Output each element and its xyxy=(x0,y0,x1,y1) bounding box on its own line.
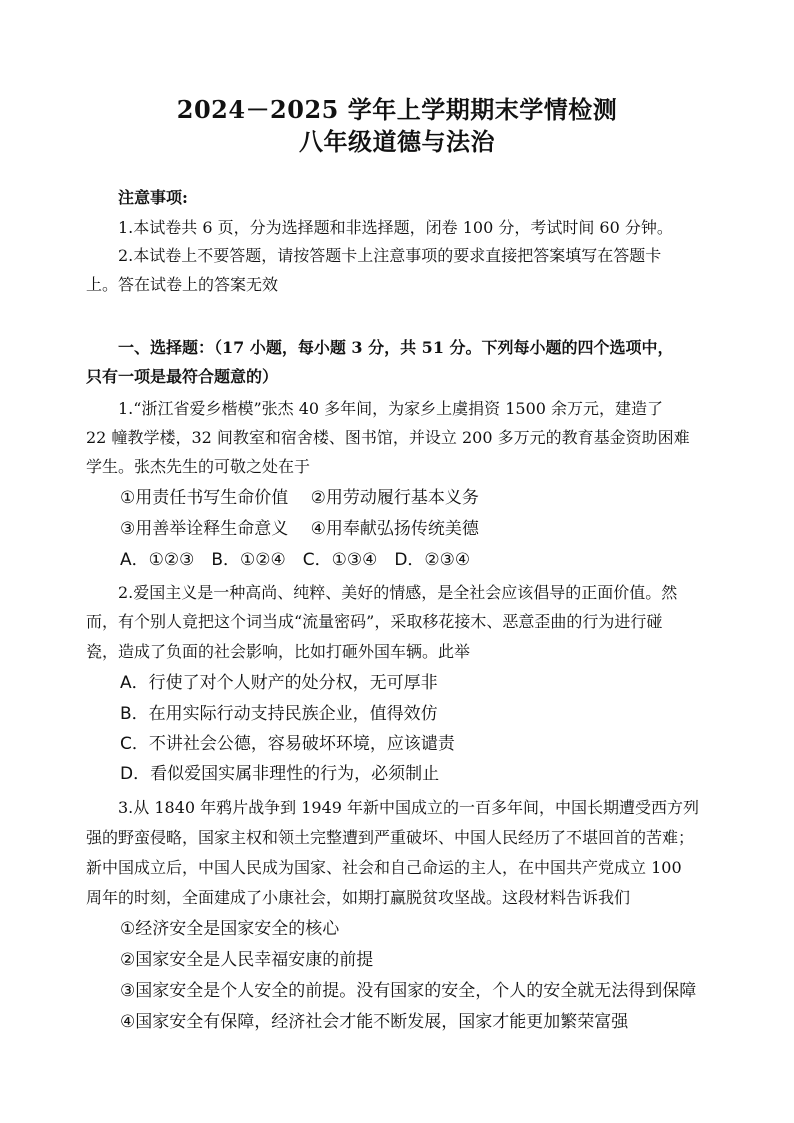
question-3-item-2: ②国家安全是人民幸福安康的前提 xyxy=(120,950,374,970)
question-3-item-4: ④国家安全有保障，经济社会才能不断发展，国家才能更加繁荣富强 xyxy=(120,1012,629,1032)
question-1-stem-line3: 学生。张杰先生的可敬之处在于 xyxy=(86,457,311,476)
question-3-item-3: ③国家安全是个人安全的前提。没有国家的安全，个人的安全就无法得到保障 xyxy=(120,981,697,1001)
notice-heading: 注意事项: xyxy=(118,188,188,207)
section-heading-cont: 只有一项是最符合题意的） xyxy=(86,367,279,386)
question-2-option-a: A．行使了对个人财产的处分权，无可厚非 xyxy=(120,673,438,693)
section-heading: 一、选择题：（17 小题，每小题 3 分，共 51 分。下列每小题的四个选项中， xyxy=(118,338,674,357)
question-3-item-1: ①经济安全是国家安全的核心 xyxy=(120,919,340,939)
exam-subject-title: 八年级道德与法治 xyxy=(299,127,495,156)
exam-title: 2024－2025 学年上学期期末学情检测 xyxy=(176,95,618,124)
question-2-option-b: B．在用实际行动支持民族企业，值得效仿 xyxy=(120,704,438,724)
question-2-stem-line2: 而，有个别人竟把这个词当成“流量密码”，采取移花接木、恶意歪曲的行为进行碰 xyxy=(86,612,663,631)
question-2-option-d: D．看似爱国实属非理性的行为，必须制止 xyxy=(120,764,440,784)
question-2-stem: 2.爱国主义是一种高尚、纯粹、美好的情感，是全社会应该倡导的正面价值。然 xyxy=(118,583,678,602)
notice-item-1: 1.本试卷共 6 页，分为选择题和非选择题，闭卷 100 分，考试时间 60 分钟。 xyxy=(118,218,673,237)
question-1-options-row2: ③用善举诠释生命意义 ④用奉献弘扬传统美德 xyxy=(120,519,479,539)
question-1-stem-line2: 22 幢教学楼，32 间教室和宿舍楼、图书馆，并设立 200 多万元的教育基金资助困难 xyxy=(86,428,690,447)
question-3-stem-line2: 强的野蛮侵略，国家主权和领土完整遭到严重破坏、中国人民经历了不堪回首的苦难； xyxy=(86,828,695,847)
notice-item-2: 2.本试卷上不要答题，请按答题卡上注意事项的要求直接把答案填写在答题卡 xyxy=(118,246,662,265)
question-1-options-row1: ①用责任书写生命价值 ②用劳动履行基本义务 xyxy=(120,488,479,508)
notice-item-2-cont: 上。答在试卷上的答案无效 xyxy=(86,275,279,294)
question-1-choices: A．①②③ B．①②④ C．①③④ D．②③④ xyxy=(120,550,471,570)
question-3-stem-line3: 新中国成立后，中国人民成为国家、社会和自己命运的主人，在中国共产党成立 100 xyxy=(86,858,682,877)
question-3-stem: 3.从 1840 年鸦片战争到 1949 年新中国成立的一百多年间，中国长期遭受西方列 xyxy=(118,798,700,817)
question-2-option-c: C．不讲社会公德，容易破坏环境，应该谴责 xyxy=(120,734,455,754)
question-2-stem-line3: 瓷，造成了负面的社会影响，比如打砸外国车辆。此举 xyxy=(86,642,471,661)
question-1-stem: 1.“浙江省爱乡楷模”张杰 40 多年间，为家乡上虞捐资 1500 余万元，建造了 xyxy=(118,399,664,418)
question-3-stem-line4: 周年的时刻，全面建成了小康社会，如期打赢脱贫攻坚战。这段材料告诉我们 xyxy=(86,888,631,907)
